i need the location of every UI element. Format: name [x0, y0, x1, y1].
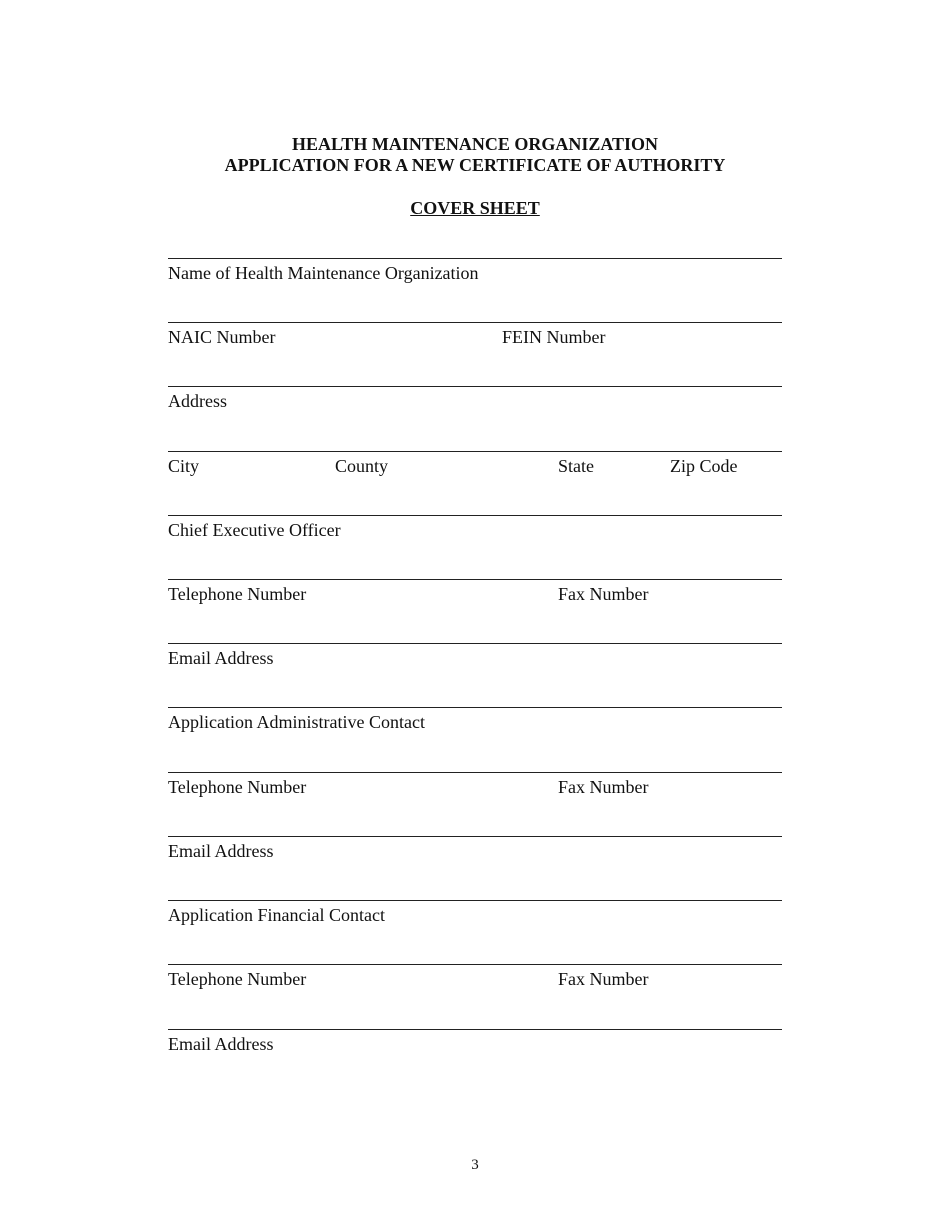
field-row-ceo-phone-fax [168, 579, 782, 619]
city-state-zip-fill-line[interactable] [168, 451, 782, 452]
cover-sheet-heading-text: COVER SHEET [410, 198, 540, 218]
field-row-financial-phone-fax [168, 964, 782, 1004]
field-row-financial-email [168, 1029, 782, 1069]
city-label: City [168, 456, 200, 476]
field-row-admin-phone-fax [168, 772, 782, 812]
ceo-fill-line[interactable] [168, 515, 782, 516]
field-row-hmo-name [168, 258, 782, 298]
financial-fax-label: Fax Number [558, 969, 649, 989]
page-number: 3 [471, 1157, 479, 1173]
naic-number-label: NAIC Number [168, 327, 276, 347]
field-row-financial-contact [168, 900, 782, 940]
admin-phone-fax-fill-line[interactable] [168, 772, 782, 773]
admin-fax-label: Fax Number [558, 777, 649, 797]
financial-email-fill-line[interactable] [168, 1029, 782, 1030]
form-title-line-2: APPLICATION FOR A NEW CERTIFICATE OF AUTHORITY [224, 155, 726, 175]
ceo-email-label: Email Address [168, 648, 274, 668]
ceo-label: Chief Executive Officer [168, 520, 341, 540]
admin-telephone-label: Telephone Number [168, 777, 307, 797]
hmo-name-label: Name of Health Maintenance Organization [168, 263, 479, 283]
admin-contact-label: Application Administrative Contact [168, 712, 425, 732]
naic-fein-fill-line[interactable] [168, 322, 782, 323]
county-label: County [335, 456, 389, 476]
hmo-name-fill-line[interactable] [168, 258, 782, 259]
field-row-ceo-email [168, 643, 782, 683]
form-title-line-1: HEALTH MAINTENANCE ORGANIZATION [291, 134, 659, 154]
address-fill-line[interactable] [168, 386, 782, 387]
financial-contact-fill-line[interactable] [168, 900, 782, 901]
state-label: State [558, 456, 594, 476]
zip-code-label: Zip Code [670, 456, 738, 476]
address-label: Address [168, 391, 227, 411]
cover-sheet-heading [0, 198, 950, 219]
ceo-fax-label: Fax Number [558, 584, 649, 604]
field-row-admin-contact [168, 707, 782, 747]
ceo-email-fill-line[interactable] [168, 643, 782, 644]
admin-email-fill-line[interactable] [168, 836, 782, 837]
fein-number-label: FEIN Number [502, 327, 606, 347]
financial-telephone-label: Telephone Number [168, 969, 307, 989]
financial-contact-label: Application Financial Contact [168, 905, 385, 925]
financial-phone-fax-fill-line[interactable] [168, 964, 782, 965]
ceo-phone-fax-fill-line[interactable] [168, 579, 782, 580]
field-row-city-state-zip [168, 451, 782, 491]
field-row-ceo [168, 515, 782, 555]
field-row-address [168, 386, 782, 426]
admin-contact-fill-line[interactable] [168, 707, 782, 708]
field-row-admin-email [168, 836, 782, 876]
financial-email-label: Email Address [168, 1034, 274, 1054]
field-row-naic-fein [168, 322, 782, 362]
ceo-telephone-label: Telephone Number [168, 584, 307, 604]
admin-email-label: Email Address [168, 841, 274, 861]
